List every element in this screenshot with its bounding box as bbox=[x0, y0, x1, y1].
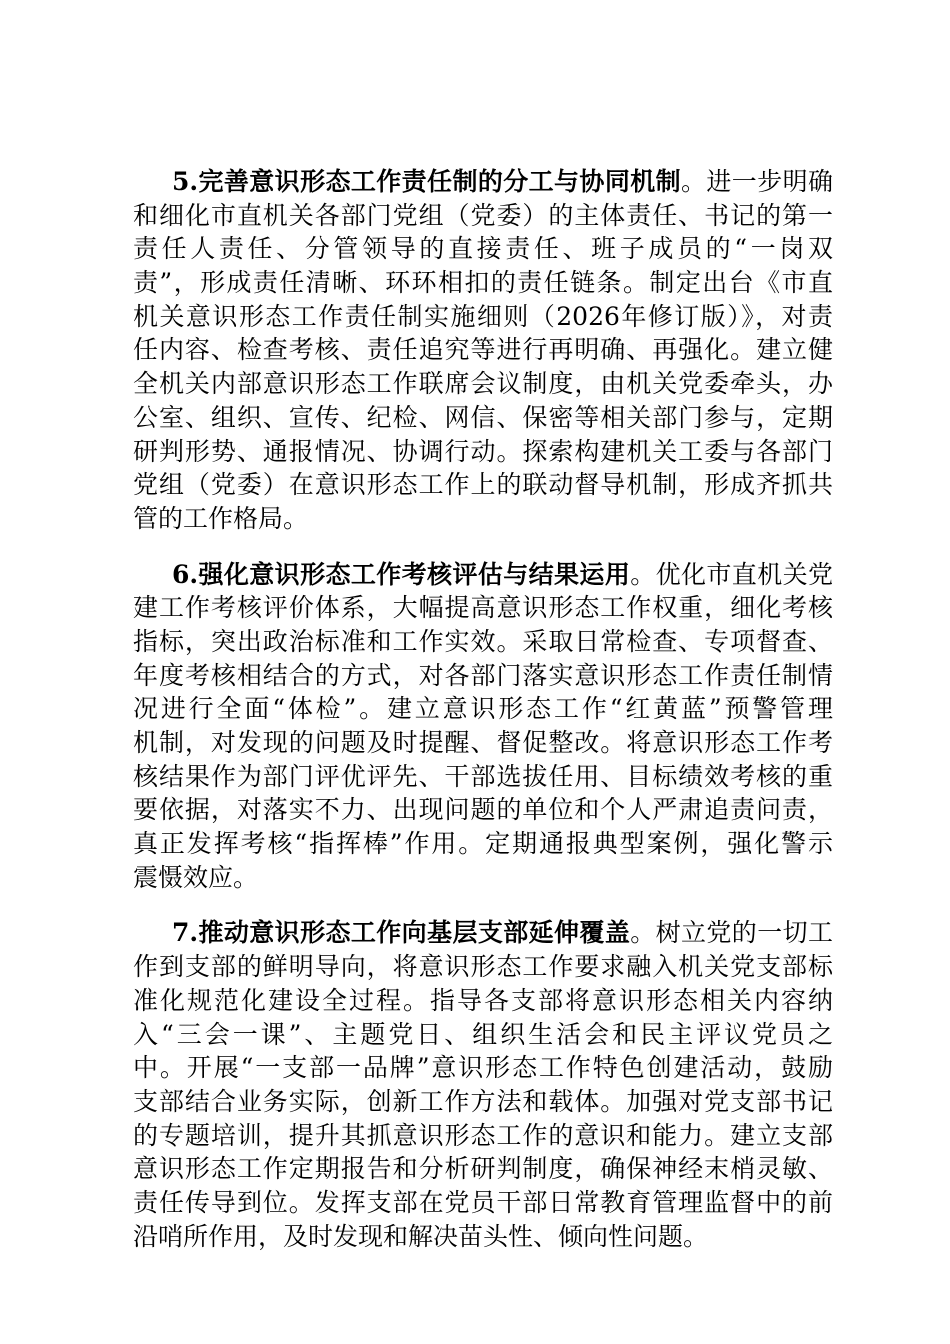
paragraph-heading: 6.强化意识形态工作考核评估与结果运用 bbox=[172, 559, 631, 589]
line-text: 入“三会一课”、主题党日、组织生活会和民主评议党员之 bbox=[133, 1019, 833, 1049]
paragraph-6 bbox=[133, 558, 833, 895]
line-text: 责任传导到位。发挥支部在党员干部日常教育管理监督中的前 bbox=[133, 1187, 833, 1217]
line-text: 党组（党委）在意识形态工作上的联动督导机制，形成齐抓共 bbox=[133, 470, 833, 500]
line-text: 管的工作格局。 bbox=[133, 503, 309, 533]
line-text: 责任人责任、分管领导的直接责任、班子成员的“一岗双 bbox=[133, 234, 833, 264]
line-text: 指标，突出政治标准和工作实效。采取日常检查、专项督查、 bbox=[133, 626, 833, 656]
line-text: 机制，对发现的问题及时提醒、督促整改。将意识形态工作考 bbox=[133, 728, 833, 757]
paragraph-first-line bbox=[133, 916, 833, 950]
document-page bbox=[133, 165, 833, 1275]
line-text: 建工作考核评价体系，大幅提高意识形态工作权重，细化考核 bbox=[133, 593, 833, 623]
line-text: 。进一步明确 bbox=[681, 167, 833, 196]
line-text: 责”，形成责任清晰、环环相扣的责任链条。制定出台《市直 bbox=[133, 268, 833, 298]
line-text: 意识形态工作定期报告和分析研判制度，确保神经末梢灵敏、 bbox=[133, 1154, 833, 1184]
line-text: 沿哨所作用，及时发现和解决苗头性、倾向性问题。 bbox=[133, 1221, 709, 1251]
paragraph-7 bbox=[133, 916, 833, 1253]
paragraph-first-line bbox=[133, 558, 833, 592]
paragraph-first-line bbox=[133, 165, 833, 199]
line-text: 全机关内部意识形态工作联席会议制度，由机关党委牵头，办 bbox=[133, 369, 833, 399]
line-text: 支部结合业务实际，创新工作方法和载体。加强对党支部书记 bbox=[133, 1086, 833, 1116]
line-text: 。优化市直机关党 bbox=[630, 559, 833, 589]
line-text: 公室、组织、宣传、纪检、网信、保密等相关部门参与，定期 bbox=[133, 402, 833, 432]
paragraph-heading: 5.完善意识形态工作责任制的分工与协同机制 bbox=[172, 167, 682, 196]
line-text: 年度考核相结合的方式，对各部门落实意识形态工作责任制情 bbox=[133, 660, 833, 690]
line-text: 任内容、检查考核、责任追究等进行再明确、再强化。建立健 bbox=[133, 335, 833, 365]
line-text: 的专题培训，提升其抓意识形态工作的意识和能力。建立支部 bbox=[133, 1120, 833, 1150]
line-text: 核结果作为部门评优评先、干部选拔任用、目标绩效考核的重 bbox=[133, 761, 833, 791]
line-text: 况进行全面“体检”。建立意识形态工作“红黄蓝”预警管理 bbox=[133, 694, 833, 724]
line-text: 要依据，对落实不力、出现问题的单位和个人严肃追责问责， bbox=[133, 795, 833, 825]
line-text: 作到支部的鲜明导向，将意识形态工作要求融入机关党支部标 bbox=[133, 952, 833, 982]
line-text: 研判形势、通报情况、协调行动。探索构建机关工委与各部门 bbox=[133, 436, 833, 466]
line-text: 真正发挥考核“指挥棒”作用。定期通报典型案例，强化警示 bbox=[133, 829, 833, 859]
paragraph-5 bbox=[133, 165, 833, 536]
line-text: 机关意识形态工作责任制实施细则（2026年修订版）》，对责 bbox=[133, 301, 833, 331]
paragraph-heading: 7.推动意识形态工作向基层支部延伸覆盖 bbox=[172, 918, 631, 948]
line-text: 中。开展“一支部一品牌”意识形态工作特色创建活动，鼓励 bbox=[133, 1053, 833, 1083]
line-text: 。树立党的一切工 bbox=[630, 918, 833, 948]
line-text: 准化规范化建设全过程。指导各支部将意识形态相关内容纳 bbox=[133, 985, 833, 1015]
line-text: 震慑效应。 bbox=[133, 862, 259, 892]
line-text: 和细化市直机关各部门党组（党委）的主体责任、书记的第一 bbox=[133, 200, 833, 230]
